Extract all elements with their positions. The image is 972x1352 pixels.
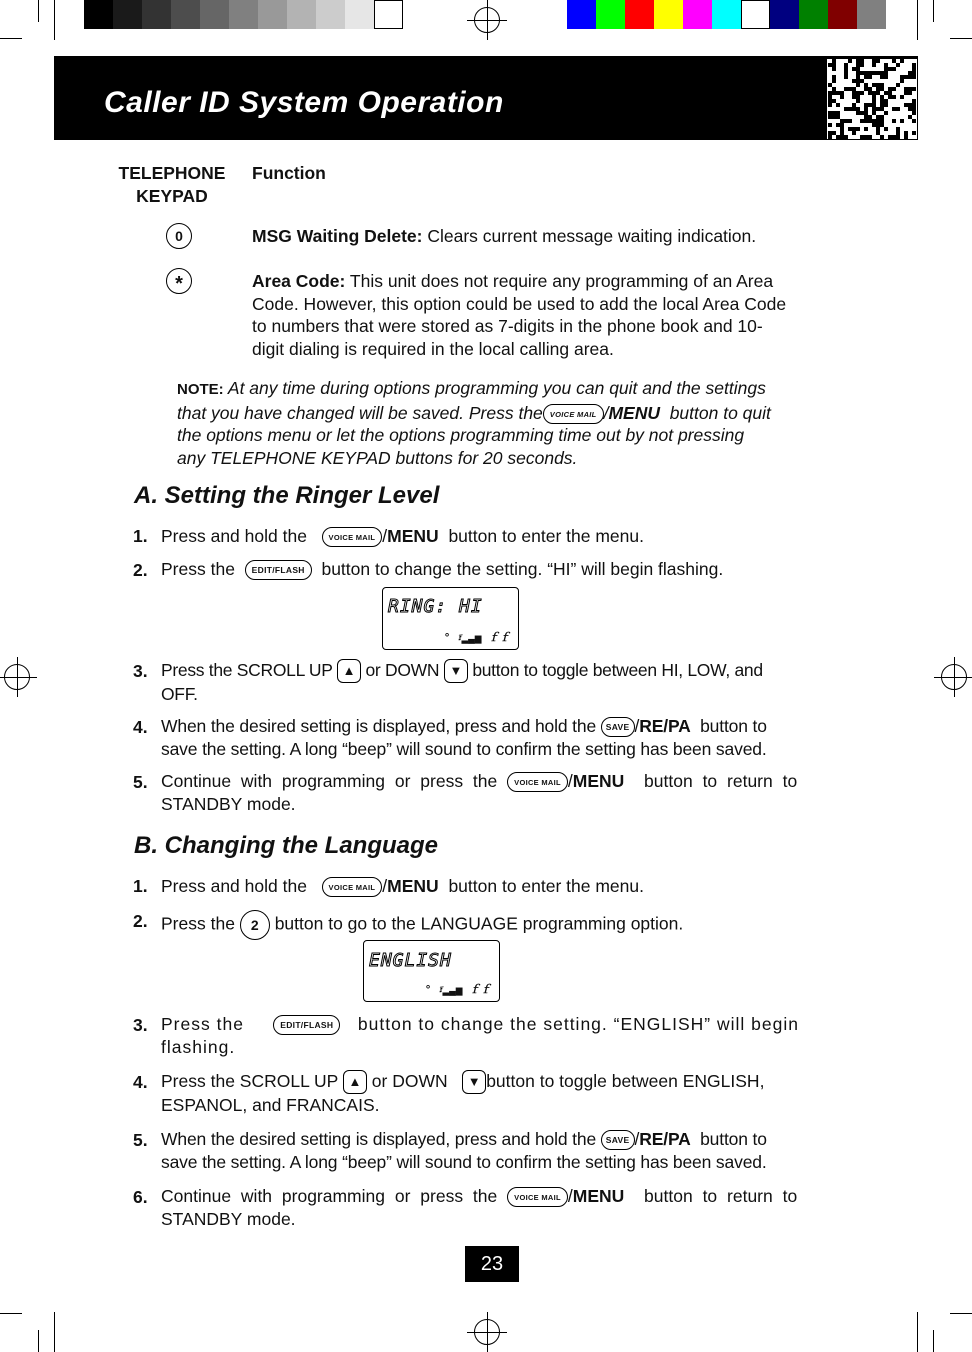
barcode-pattern <box>827 59 917 139</box>
step-number: 2. <box>133 911 148 931</box>
voice-mail-button: VOICE MAIL <box>543 404 604 424</box>
note-label: NOTE: <box>177 381 224 398</box>
gray-swatch <box>200 0 229 29</box>
gray-swatch <box>374 0 403 29</box>
step-number: 6. <box>133 1187 148 1207</box>
step-text: Press and hold the <box>161 876 307 896</box>
gray-swatch <box>316 0 345 29</box>
menu-label: MENU <box>572 771 625 791</box>
step-text: STANDBY mode. <box>161 793 296 814</box>
save-button: SAVE <box>601 1130 635 1150</box>
step-text: Press and hold the <box>161 526 307 546</box>
step-text: Press the <box>161 1014 244 1034</box>
step-text: save the setting. A long “beep” will sound to confirm the setting has been saved. <box>161 1151 767 1172</box>
process-swatch <box>799 0 828 29</box>
star-desc-line: Code. However, this option could be used to add the local Area Code <box>252 293 787 314</box>
scroll-down-icon: ▼ <box>462 1070 486 1094</box>
note-line: At any time during options programming you can quit and the settings <box>227 378 766 398</box>
process-swatch <box>828 0 857 29</box>
scroll-up-icon: ▲ <box>343 1070 367 1094</box>
process-swatch <box>625 0 654 29</box>
page-header <box>54 56 918 140</box>
function-column-heading: Function <box>252 163 326 183</box>
lcd-icons: ° ፣▂▃▅ ｆｆ <box>424 983 491 996</box>
crop-mark <box>950 1313 972 1314</box>
menu-label: MENU <box>572 1186 625 1206</box>
re-pa-label: RE/PA <box>639 1129 691 1149</box>
crop-mark <box>0 1313 22 1314</box>
edit-flash-button: EDIT/FLASH <box>273 1015 340 1035</box>
lcd-text: RING: HI <box>388 596 483 617</box>
star-desc-line: digit dialing is required in the local calling area. <box>252 338 614 359</box>
step-text: Press the SCROLL UP <box>161 1071 339 1091</box>
process-swatch <box>770 0 799 29</box>
crop-mark <box>933 1330 934 1352</box>
crop-mark <box>950 38 972 39</box>
slash: / <box>603 402 609 423</box>
lcd-icons: ° ፣▂▃▅ ｆｆ <box>443 631 510 644</box>
scroll-down-icon: ▼ <box>444 659 468 683</box>
keypad-heading-line2: KEYPAD <box>136 185 208 206</box>
process-swatch <box>654 0 683 29</box>
zero-description <box>252 225 756 248</box>
process-swatch <box>857 0 886 29</box>
step-text: button to return to <box>644 771 798 791</box>
crop-mark <box>933 0 934 22</box>
voice-mail-button: VOICE MAIL <box>322 527 383 547</box>
star-desc-line: This unit does not require any programming of an Area <box>349 271 774 291</box>
crop-mark <box>917 1312 918 1352</box>
process-swatch <box>596 0 625 29</box>
step-b3 <box>161 1013 829 1058</box>
step-text: save the setting. A long “beep” will sound to confirm the setting has been saved. <box>161 738 767 759</box>
note-block <box>177 377 829 469</box>
voice-mail-button: VOICE MAIL <box>507 1187 568 1207</box>
step-text: button to <box>700 716 767 736</box>
gray-swatch <box>113 0 142 29</box>
crop-mark <box>54 1312 55 1352</box>
menu-label: MENU <box>387 876 439 896</box>
step-b4 <box>161 1070 829 1117</box>
process-swatch <box>567 0 596 29</box>
crop-mark <box>917 0 918 40</box>
step-text: Continue with programming or press the <box>161 771 498 791</box>
keypad-column-heading <box>116 162 228 207</box>
step-text: flashing. <box>161 1036 236 1057</box>
step-number: 3. <box>133 1015 148 1035</box>
keypad-heading-line1: TELEPHONE <box>118 163 226 183</box>
step-number: 3. <box>133 661 148 681</box>
step-text: Continue with programming or press the <box>161 1186 498 1206</box>
step-number: 5. <box>133 772 148 792</box>
step-text: When the desired setting is displayed, press and hold the <box>161 716 597 736</box>
step-text: button to enter the menu. <box>448 526 644 546</box>
step-a5: Continue with programming or press the VOICE MAIL /MENU button to return to STANDBY mode. <box>161 771 798 814</box>
star-desc-line: to numbers that were stored as 7-digits in the phone book and 10- <box>252 316 763 336</box>
registration-mark-bottom <box>474 1319 500 1345</box>
zero-label: MSG Waiting Delete: <box>252 226 423 246</box>
star-description <box>252 270 829 360</box>
menu-label: MENU <box>387 526 439 546</box>
note-line: the options menu or let the options programming time out by not pressing <box>177 425 745 445</box>
scroll-up-icon: ▲ <box>337 659 361 683</box>
star-label: Area Code: <box>252 271 346 291</box>
step-text: button to change the setting. “ENGLISH” will begin <box>357 1014 799 1034</box>
lcd-display <box>363 940 500 1002</box>
gray-swatch <box>287 0 316 29</box>
key-two: 2 <box>240 910 270 940</box>
step-text: Press the <box>161 559 235 579</box>
step-b6: Continue with programming or press the VOICE MAIL /MENU button to return to STANDBY mode. <box>161 1186 798 1229</box>
step-number: 2. <box>133 560 148 580</box>
step-text: button to return to <box>644 1186 798 1206</box>
registration-mark-left <box>4 664 30 690</box>
key-star: * <box>166 268 192 294</box>
gray-swatch <box>258 0 287 29</box>
step-text: ESPANOL, and FRANCAIS. <box>161 1095 380 1116</box>
page-number: 23 <box>465 1246 519 1282</box>
note-line: button to quit <box>669 402 771 423</box>
step-number: 5. <box>133 1130 148 1150</box>
step-text: STANDBY mode. <box>161 1208 296 1229</box>
step-text: or DOWN <box>371 1071 448 1091</box>
crop-mark <box>0 38 22 39</box>
step-number: 4. <box>133 1072 148 1092</box>
registration-mark-top <box>474 7 500 33</box>
voice-mail-button: VOICE MAIL <box>322 877 383 897</box>
voice-mail-button: VOICE MAIL <box>507 772 568 792</box>
step-text: Press the <box>161 913 235 934</box>
key-zero: 0 <box>166 223 192 249</box>
step-text: button to enter the menu. <box>448 876 644 896</box>
step-number: 1. <box>133 526 148 546</box>
step-b1: Press and hold the VOICE MAIL /MENU button to enter the menu. <box>161 876 644 896</box>
step-text: button to go to the LANGUAGE programming option. <box>274 913 684 934</box>
section-b-title: B. Changing the Language <box>134 832 438 859</box>
registration-mark-right <box>941 664 967 690</box>
step-b2 <box>161 910 683 940</box>
note-line: that you have changed will be saved. Press the <box>177 402 543 423</box>
crop-mark <box>38 1330 39 1352</box>
gray-swatch <box>142 0 171 29</box>
save-button: SAVE <box>601 717 635 737</box>
step-text: or DOWN <box>365 660 440 680</box>
section-a-title: A. Setting the Ringer Level <box>134 482 440 509</box>
process-swatch <box>683 0 712 29</box>
step-text: button to toggle between HI, LOW, and <box>472 660 763 680</box>
step-text: Press the SCROLL UP <box>161 660 333 680</box>
process-swatch <box>712 0 741 29</box>
edit-flash-button: EDIT/FLASH <box>245 560 312 580</box>
menu-label: MENU <box>608 402 660 423</box>
note-line: any TELEPHONE KEYPAD buttons for 20 seconds. <box>177 447 578 468</box>
gray-swatch <box>345 0 374 29</box>
step-a4: When the desired setting is displayed, press and hold the SAVE /RE/PA button to save the setting. A long “beep” will sound to confirm the setting has been saved. <box>161 716 767 759</box>
step-text: When the desired setting is displayed, press and hold the <box>161 1129 597 1149</box>
step-number: 4. <box>133 717 148 737</box>
step-text: button to <box>700 1129 767 1149</box>
step-b5: When the desired setting is displayed, press and hold the SAVE /RE/PA button to save the setting. A long “beep” will sound to confirm the setting has been saved. <box>161 1129 767 1172</box>
step-text: OFF. <box>161 684 198 705</box>
step-text: button to toggle between ENGLISH, <box>486 1071 765 1091</box>
step-text: button to change the setting. “HI” will begin flashing. <box>321 559 724 579</box>
crop-mark <box>38 0 39 22</box>
gray-swatch <box>229 0 258 29</box>
lcd-display <box>382 587 519 650</box>
gray-swatch <box>84 0 113 29</box>
crop-mark <box>54 0 55 40</box>
gray-swatch <box>171 0 200 29</box>
step-a2 <box>161 558 723 581</box>
step-number: 1. <box>133 876 148 896</box>
page-title: Caller ID System Operation <box>104 86 504 119</box>
process-swatch <box>741 0 770 29</box>
step-a1: Press and hold the VOICE MAIL /MENU button to enter the menu. <box>161 526 644 546</box>
lcd-text: ENGLISH <box>369 950 452 971</box>
step-a3 <box>161 659 829 706</box>
re-pa-label: RE/PA <box>639 716 691 736</box>
zero-desc-text: Clears current message waiting indication. <box>427 226 757 246</box>
